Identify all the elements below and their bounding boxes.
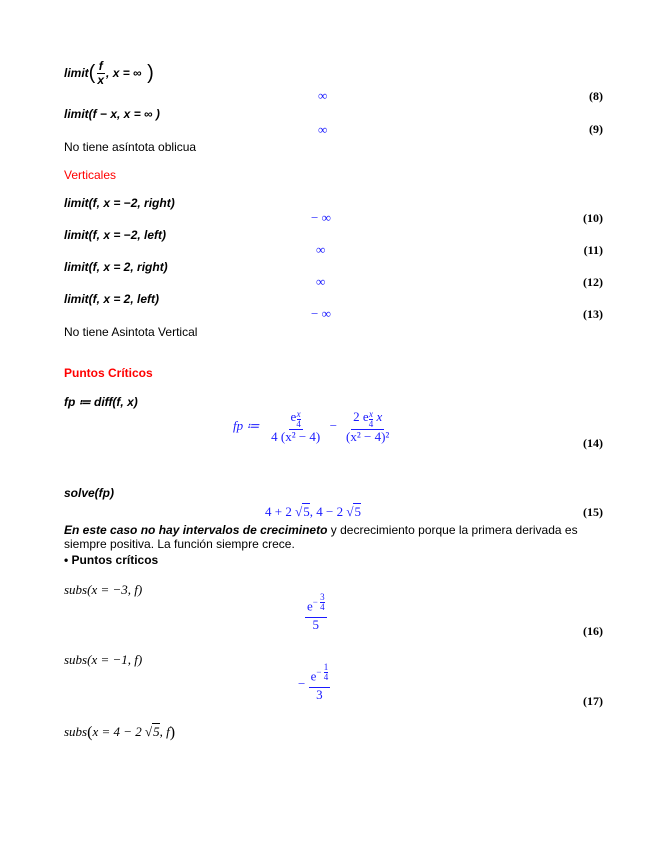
heading-verticales: Verticales (64, 168, 117, 182)
output-17: − $e^{- \frac{1}{4}}$ 3 (298, 661, 329, 702)
input-solve-fp[interactable]: solve(fp) (64, 486, 115, 500)
eq-label-13: (13) (583, 307, 603, 321)
output-16: $e^{- \frac{3}{4}}$ 5 (307, 591, 325, 632)
output-15: 4 + 2 √5, 4 − 2 √5 (265, 504, 361, 519)
heading-puntos-criticos: Puntos Críticos (64, 366, 153, 380)
output-12: ∞ (316, 274, 326, 289)
output-10: − ∞ (311, 210, 331, 225)
eq-label-9: (9) (589, 122, 603, 136)
output-13: − ∞ (311, 306, 331, 321)
paragraph-growth: En este caso no hay intervalos de crecimineto y decrecimiento porque la primera derivada es siempre positiva. La función siempre crece. (64, 523, 578, 551)
input-limit-right-neg2[interactable]: limit(f, x = −2, right) (64, 196, 175, 210)
output-14: fp ≔ e $^{\frac{x}{4}}$ 4 (x² − 4) − 2 e $^{\frac{x}{4}}$ x (x² − 4)² (233, 409, 390, 444)
output-11: ∞ (316, 242, 326, 257)
input-limit-f-over-x[interactable]: limit( $\frac{f}{x}$ , x = ∞ ) (64, 59, 154, 88)
eq-label-11: (11) (583, 243, 603, 257)
input-limit-left-2[interactable]: limit(f, x = 2, left) (64, 292, 160, 306)
input-subs-4-minus-2sqrt5[interactable]: subs(x = 4 − 2 √5, f) (64, 724, 176, 742)
eq-label-12: (12) (583, 275, 603, 289)
input-limit-right-2[interactable]: limit(f, x = 2, right) (64, 260, 168, 274)
input-limit-f-minus-x[interactable]: limit(f − x, x = ∞ ) (64, 107, 160, 121)
eq-label-15: (15) (583, 505, 603, 519)
note-no-vertical: No tiene Asintota Vertical (64, 325, 198, 339)
eq-label-10: (10) (583, 211, 603, 225)
eq-label-16: (16) (583, 624, 603, 638)
eq-label-14: (14) (583, 436, 603, 450)
output-9: ∞ (318, 122, 328, 137)
input-subs-neg3[interactable]: subs(x = −3, f) (64, 582, 143, 597)
output-8: ∞ (318, 88, 328, 103)
eq-label-17: (17) (583, 694, 603, 708)
note-no-oblique: No tiene asíntota oblicua (64, 140, 197, 154)
bullet-puntos-criticos: • Puntos críticos (64, 553, 159, 567)
input-fp-diff[interactable]: fp ≔ diff(f, x) (64, 395, 138, 409)
eq-label-8: (8) (589, 89, 603, 103)
input-subs-neg1[interactable]: subs(x = −1, f) (64, 652, 143, 667)
input-limit-left-neg2[interactable]: limit(f, x = −2, left) (64, 228, 167, 242)
